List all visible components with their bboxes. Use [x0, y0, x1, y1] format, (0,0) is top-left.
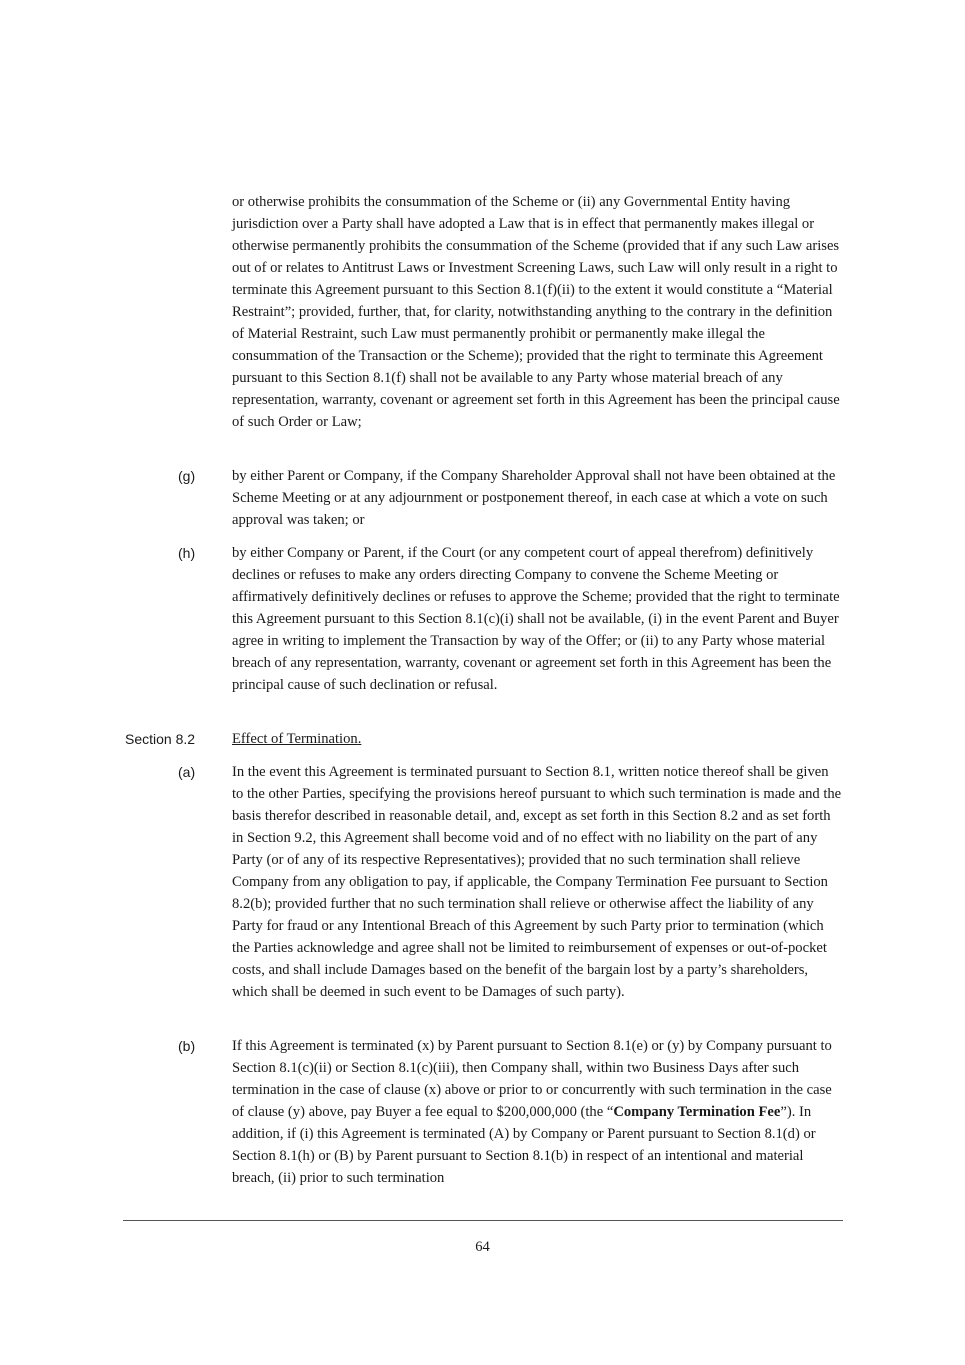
item-label-h: (h) — [178, 545, 196, 561]
company-termination-fee-term: Company Termination Fee — [613, 1104, 781, 1120]
section-8-2-title — [232, 728, 361, 750]
item-b-text-before: If this Agreement is terminated (x) by Parent pursuant to Section 8.1(e) or (y) by Company pursuant to Section 8.1(c)(ii) or Section 8.1(c)(iii), then Company shall, within two Business Days after such termination in the case of clause (x) above or prior to or concurrently with such termination in the case of clause (y) above, pay Buyer a fee equal to $200,000,000 (the “ — [232, 1038, 832, 1120]
page-number: 64 — [475, 1239, 490, 1255]
item-label-b: (b) — [178, 1038, 196, 1054]
item-text-b — [232, 1035, 842, 1189]
item-b-text-after: ”). In addition, if (i) this Agreement is terminated (A) by Company or Parent pursuant to Section 8.1(d) or Section 8.1(h) or (B) by Parent pursuant to Section 8.1(b) in respect of an intentional and material breach, (ii) prior to such termination — [232, 1104, 816, 1186]
section-8-2-title-text: Effect of Termination — [232, 731, 358, 747]
section-8-2-label: Section 8.2 — [125, 731, 196, 747]
footer-divider — [123, 1220, 843, 1221]
item-text-g: by either Parent or Company, if the Company Shareholder Approval shall not have been obtained at the Scheme Meeting or at any adjournment or postponement thereof, in each case at which a vote on such approval was taken; or — [232, 468, 836, 528]
section-8-2-title-tail: . — [357, 731, 362, 747]
continued-paragraph-8-1-f: or otherwise prohibits the consummation of the Scheme or (ii) any Governmental Entity having jurisdiction over a Party shall have adopted a Law that is in effect that permanently makes illegal or otherwise permanently prohibits the consummation of the Scheme (provided that if any such Law arises out of or relates to Antitrust Laws or Investment Screening Laws, such Law will only result in a right to terminate this Agreement pursuant to this Section 8.1(f)(ii) to the extent it would constitute a “Material Restraint”; provided, further, that, for clarity, notwithstanding anything to the contrary in the definition of Material Restraint, such Law must permanently prohibit or permanently make illegal the consummation of the Transaction or the Scheme); provided that the right to terminate this Agreement pursuant to this Section 8.1(f) shall not be available to any Party whose material breach of any representation, warranty, covenant or agreement set forth in this Agreement has been the principal cause of such Order or Law; — [232, 194, 840, 430]
item-text-a: In the event this Agreement is terminated pursuant to Section 8.1, written notice thereof shall be given to the other Parties, specifying the provisions hereof pursuant to which such termination is made and the basis therefor described in reasonable detail, and, except as set forth in this Section 8.2 and as set forth in Section 9.2, this Agreement shall become void and of no effect with no liability on the part of any Party (or of any of its respective Representatives); provided that no such termination shall relieve Company from any obligation to pay, if applicable, the Company Termination Fee pursuant to Section 8.2(b); provided further that no such termination shall relieve or otherwise affect the liability of any Party for fraud or any Intentional Breach of this Agreement by such Party prior to termination (which the Parties acknowledge and agree shall not be limited to reimbursement of expenses or out-of-pocket costs, and shall include Damages based on the benefit of the bargain lost by a party’s shareholders, which shall be deemed in such event to be Damages of such party). — [232, 764, 842, 1000]
item-label-a: (a) — [178, 764, 196, 780]
item-label-g: (g) — [178, 468, 196, 484]
item-text-h: by either Company or Parent, if the Court (or any competent court of appeal therefrom) definitively declines or refuses to make any orders directing Company to convene the Scheme Meeting or affirmatively definitively declines or refuses to approve the Scheme; provided that the right to terminate this Agreement pursuant to this Section 8.1(c)(i) shall not be available, (i) in the event Parent and Buyer agree in writing to implement the Transaction by way of the Offer; or (ii) to any Party whose material breach of any representation, warranty, covenant or agreement set forth in this Agreement has been the principal cause of such declination or refusal. — [232, 545, 840, 693]
